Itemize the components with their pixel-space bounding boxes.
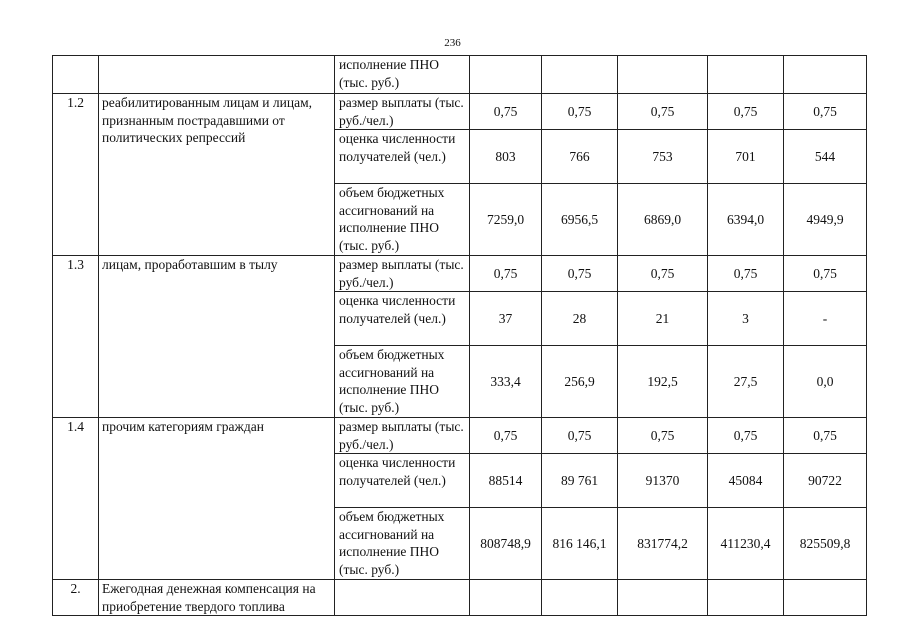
indicator-cell: объем бюджетных ассигнований на исполнение ПНО (тыс. руб.) xyxy=(335,346,470,418)
value-cell: 91370 xyxy=(618,454,708,508)
table-row xyxy=(53,580,867,616)
value-cell: 0,75 xyxy=(708,256,784,292)
value-cell: 0,75 xyxy=(618,94,708,130)
value-cell: 256,9 xyxy=(542,346,618,418)
indicator-cell xyxy=(335,580,470,616)
value-cell: 816 146,1 xyxy=(542,508,618,580)
category-cell xyxy=(99,56,335,94)
value-cell: 0,75 xyxy=(708,94,784,130)
indicator-cell: размер выплаты (тыс. руб./чел.) xyxy=(335,94,470,130)
value-cell: 0,75 xyxy=(618,256,708,292)
category-cell: Ежегодная денежная компенсация на приобретение твердого топлива xyxy=(99,580,335,616)
value-cell xyxy=(708,56,784,94)
value-cell: 803 xyxy=(470,130,542,184)
value-cell: 6869,0 xyxy=(618,184,708,256)
value-cell: 0,75 xyxy=(470,94,542,130)
value-cell xyxy=(542,56,618,94)
value-cell: 808748,9 xyxy=(470,508,542,580)
category-cell: прочим категориям граждан xyxy=(99,418,335,580)
value-cell: 831774,2 xyxy=(618,508,708,580)
value-cell: 28 xyxy=(542,292,618,346)
indicator-cell: оценка численности получателей (чел.) xyxy=(335,130,470,184)
value-cell: - xyxy=(784,292,867,346)
page-number: 236 xyxy=(444,37,461,49)
indicator-cell: исполнение ПНО (тыс. руб.) xyxy=(335,56,470,94)
index-cell: 1.3 xyxy=(53,256,99,418)
value-cell: 37 xyxy=(470,292,542,346)
indicator-cell: оценка численности получателей (чел.) xyxy=(335,292,470,346)
value-cell: 0,75 xyxy=(784,256,867,292)
value-cell: 544 xyxy=(784,130,867,184)
value-cell: 0,75 xyxy=(542,94,618,130)
table-row xyxy=(53,418,867,454)
category-cell: реабилитированным лицам и лицам, признанным пострадавшими от политических репрессий xyxy=(99,94,335,256)
index-cell: 2. xyxy=(53,580,99,616)
value-cell xyxy=(618,580,708,616)
value-cell: 411230,4 xyxy=(708,508,784,580)
value-cell: 0,75 xyxy=(784,418,867,454)
value-cell: 90722 xyxy=(784,454,867,508)
value-cell: 0,75 xyxy=(618,418,708,454)
value-cell: 0,75 xyxy=(542,256,618,292)
value-cell: 88514 xyxy=(470,454,542,508)
value-cell: 6956,5 xyxy=(542,184,618,256)
value-cell xyxy=(708,580,784,616)
budget-table xyxy=(52,55,867,616)
table-row xyxy=(53,56,867,94)
value-cell xyxy=(784,580,867,616)
value-cell: 0,0 xyxy=(784,346,867,418)
value-cell xyxy=(470,56,542,94)
table-row xyxy=(53,94,867,130)
table-row xyxy=(53,256,867,292)
value-cell: 0,75 xyxy=(784,94,867,130)
value-cell: 45084 xyxy=(708,454,784,508)
value-cell xyxy=(784,56,867,94)
value-cell: 192,5 xyxy=(618,346,708,418)
value-cell: 4949,9 xyxy=(784,184,867,256)
indicator-cell: объем бюджетных ассигнований на исполнение ПНО (тыс. руб.) xyxy=(335,184,470,256)
value-cell: 0,75 xyxy=(542,418,618,454)
indicator-cell: объем бюджетных ассигнований на исполнение ПНО (тыс. руб.) xyxy=(335,508,470,580)
value-cell: 21 xyxy=(618,292,708,346)
value-cell xyxy=(470,580,542,616)
value-cell: 701 xyxy=(708,130,784,184)
index-cell: 1.4 xyxy=(53,418,99,580)
index-cell: 1.2 xyxy=(53,94,99,256)
value-cell: 0,75 xyxy=(470,256,542,292)
value-cell: 333,4 xyxy=(470,346,542,418)
value-cell: 27,5 xyxy=(708,346,784,418)
value-cell: 89 761 xyxy=(542,454,618,508)
value-cell xyxy=(542,580,618,616)
indicator-cell: оценка численности получателей (чел.) xyxy=(335,454,470,508)
indicator-cell: размер выплаты (тыс. руб./чел.) xyxy=(335,418,470,454)
index-cell xyxy=(53,56,99,94)
value-cell: 825509,8 xyxy=(784,508,867,580)
value-cell: 7259,0 xyxy=(470,184,542,256)
value-cell: 766 xyxy=(542,130,618,184)
value-cell: 753 xyxy=(618,130,708,184)
value-cell: 6394,0 xyxy=(708,184,784,256)
indicator-cell: размер выплаты (тыс. руб./чел.) xyxy=(335,256,470,292)
value-cell: 0,75 xyxy=(470,418,542,454)
value-cell: 0,75 xyxy=(708,418,784,454)
category-cell: лицам, проработавшим в тылу xyxy=(99,256,335,418)
value-cell xyxy=(618,56,708,94)
value-cell: 3 xyxy=(708,292,784,346)
